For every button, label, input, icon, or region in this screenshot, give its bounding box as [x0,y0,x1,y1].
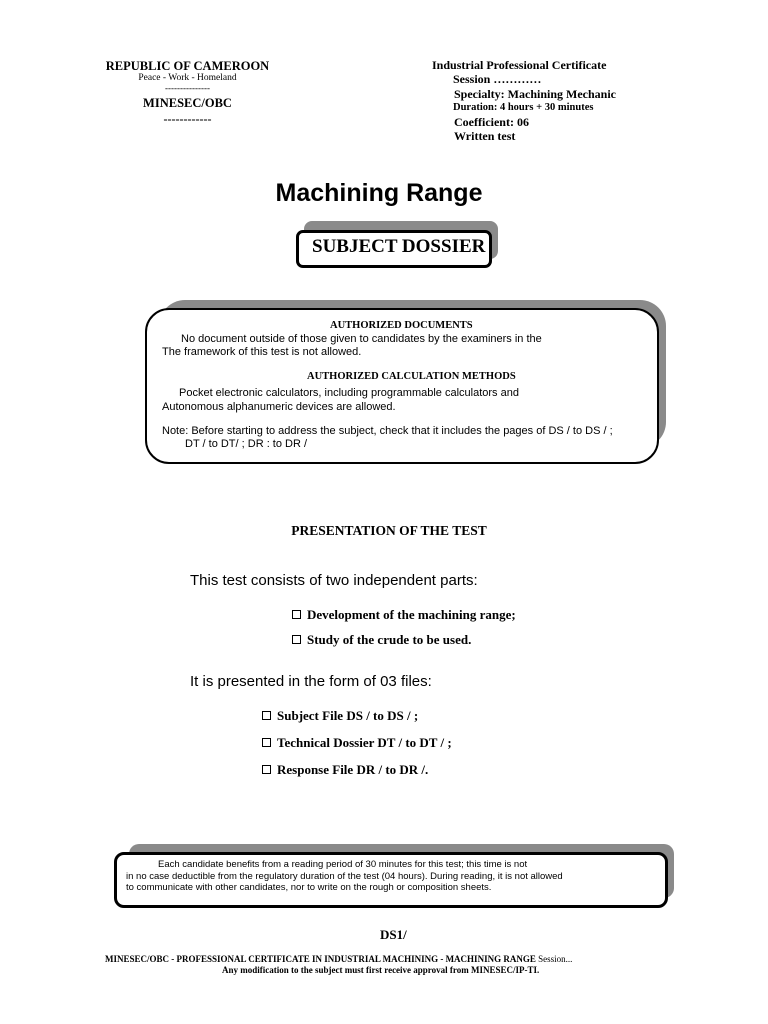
authorized-documents-text: No document outside of those given to candidates by the examiners in the [181,333,542,345]
list-item [262,708,418,724]
footer-line [105,954,572,964]
calculation-methods-text: Pocket electronic calculators, including programmable calculators and [179,387,519,399]
checkbox-bullet-icon [292,610,301,619]
specialty-label: Specialty: Machining Mechanic [454,87,616,101]
session-label: Session ………… [453,72,542,86]
test-type-label: Written test [454,129,516,143]
checkbox-bullet-icon [262,765,271,774]
calculation-methods-text: Autonomous alphanumeric devices are allowed. [162,401,396,413]
list-item-label: Subject File DS / to DS / ; [277,708,419,723]
ministry-name: MINESEC/OBC [143,96,232,110]
reading-note-text: in no case deductible from the regulatory duration of the test (04 hours). During reading, it is not allowed [126,871,563,882]
coefficient-label: Coefficient: 06 [454,115,529,129]
duration-label: Duration: 4 hours + 30 minutes [453,102,594,113]
checkbox-bullet-icon [292,635,301,644]
list-item [262,762,428,778]
list-item [292,632,471,648]
divider: ------------ [163,112,212,126]
page-label: DS1/ [380,927,407,942]
list-item-label: Response File DR / to DR /. [277,762,429,777]
page-title: Machining Range [275,179,483,207]
certificate-name: Industrial Professional Certificate [432,58,607,72]
reading-note-text: Each candidate benefits from a reading period of 30 minutes for this test; this time is not [158,859,528,870]
note-text: DT / to DT/ ; DR : to DR / [185,438,308,450]
subject-dossier-label: SUBJECT DOSSIER [312,236,486,257]
footer-session: Session... [535,954,573,964]
list-item-label: Technical Dossier DT / to DT / ; [277,735,452,750]
authorized-documents-heading: AUTHORIZED DOCUMENTS [330,320,473,331]
divider: --------------- [165,83,210,93]
list-item [262,735,452,751]
checkbox-bullet-icon [262,738,271,747]
header-left-block [100,59,275,126]
checkbox-bullet-icon [262,711,271,720]
footer-title: MINESEC/OBC - PROFESSIONAL CERTIFICATE IN INDUSTRIAL MACHINING - MACHINING RANGE [105,954,536,964]
presentation-heading: PRESENTATION OF THE TEST [291,523,487,538]
footer-approval-note: Any modification to the subject must first receive approval from MINESEC/IP-TI. [222,965,540,975]
presentation-intro: This test consists of two independent parts: [190,572,478,589]
list-item [292,607,516,623]
list-item-label: Development of the machining range; [307,607,516,622]
motto: Peace - Work - Homeland [138,73,237,83]
reading-note-text: to communicate with other candidates, nor to write on the rough or composition sheets. [126,882,492,893]
republic-name: REPUBLIC OF CAMEROON [105,59,270,73]
files-intro: It is presented in the form of 03 files: [190,673,432,690]
authorized-documents-text: The framework of this test is not allowed. [162,346,362,358]
list-item-label: Study of the crude to be used. [307,632,472,647]
calculation-methods-heading: AUTHORIZED CALCULATION METHODS [307,371,516,382]
note-text: Note: Before starting to address the subject, check that it includes the pages of DS / to DS / ; [162,425,613,437]
